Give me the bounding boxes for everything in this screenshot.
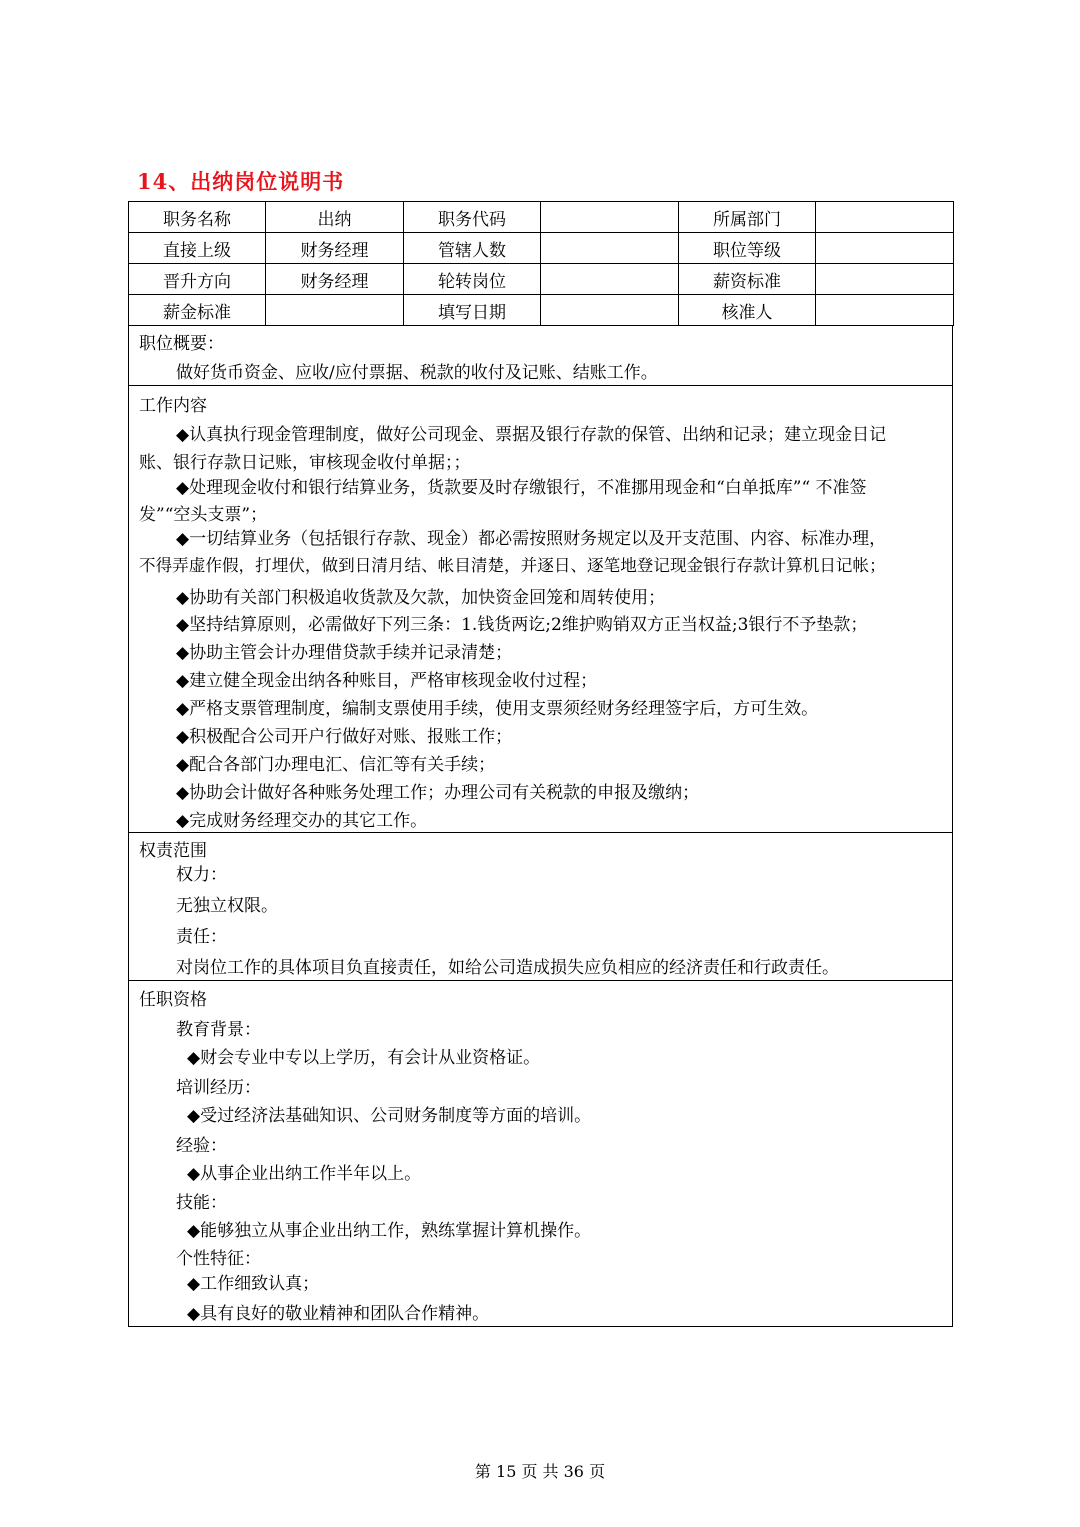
table-cell: 职务名称 bbox=[129, 202, 266, 233]
table-cell bbox=[541, 264, 679, 295]
list-item: ◆建立健全现金出纳各种账目，严格审核现金收付过程； bbox=[176, 671, 598, 691]
list-item: 发”“空头支票”； bbox=[139, 505, 268, 525]
list-item: ◆积极配合公司开户行做好对账、报账工作； bbox=[176, 727, 513, 747]
list-item: ◆一切结算业务（包括银行存款、现金）都必需按照财务规定以及开支范围、内容、标准办理， bbox=[176, 529, 887, 549]
overview-text: 做好货币资金、应收/应付票据、税款的收付及记账、结账工作。 bbox=[176, 363, 658, 383]
table-cell: 财务经理 bbox=[266, 264, 404, 295]
table-cell bbox=[541, 295, 679, 326]
table-cell: 轮转岗位 bbox=[404, 264, 541, 295]
table-cell: 薪资标准 bbox=[679, 264, 816, 295]
table-cell: 职务代码 bbox=[404, 202, 541, 233]
info-table bbox=[128, 201, 954, 326]
section-heading: 任职资格 bbox=[139, 990, 207, 1010]
table-cell bbox=[816, 264, 954, 295]
training-label: 培训经历： bbox=[176, 1078, 261, 1098]
education-text: ◆财会专业中专以上学历，有会计从业资格证。 bbox=[187, 1048, 541, 1068]
list-item: 不得弄虚作假，打埋伏，做到日清月结、帐目清楚，并逐日、逐笔地登记现金银行存款计算机日记帐； bbox=[139, 556, 886, 575]
list-item: ◆协助有关部门积极追收货款及欠款，加快资金回笼和周转使用； bbox=[176, 588, 666, 608]
work-section bbox=[128, 386, 953, 833]
table-row bbox=[129, 264, 954, 295]
list-item: ◆认真执行现金管理制度，做好公司现金、票据及银行存款的保管、出纳和记录；建立现金日记 bbox=[176, 425, 887, 445]
table-cell bbox=[816, 202, 954, 233]
power-label: 权力： bbox=[176, 865, 227, 885]
table-cell bbox=[541, 233, 679, 264]
table-cell: 出纳 bbox=[266, 202, 404, 233]
list-item: ◆协助主管会计办理借贷款手续并记录清楚； bbox=[176, 643, 513, 663]
table-cell: 晋升方向 bbox=[129, 264, 266, 295]
table-cell: 所属部门 bbox=[679, 202, 816, 233]
list-item: ◆工作细致认真； bbox=[187, 1274, 320, 1294]
list-item: ◆配合各部门办理电汇、信汇等有关手续； bbox=[176, 755, 496, 775]
authority-section bbox=[128, 833, 953, 981]
experience-label: 经验： bbox=[176, 1136, 227, 1156]
education-label: 教育背景： bbox=[176, 1020, 261, 1040]
table-row bbox=[129, 202, 954, 233]
page-footer: 第 15 页 共 36 页 bbox=[474, 1462, 606, 1481]
table-row bbox=[129, 233, 954, 264]
table-cell: 直接上级 bbox=[129, 233, 266, 264]
list-item: ◆坚持结算原则，必需做好下列三条：1.钱货两讫;2维护购销双方正当权益;3银行不予垫款； bbox=[176, 615, 868, 635]
table-cell bbox=[266, 295, 404, 326]
list-item: ◆处理现金收付和银行结算业务，货款要及时存缴银行，不准挪用现金和“白单抵库”“ 不准签 bbox=[176, 478, 867, 498]
section-heading: 职位概要： bbox=[139, 334, 224, 354]
table-cell: 薪金标准 bbox=[129, 295, 266, 326]
overview-section bbox=[128, 325, 953, 386]
experience-text: ◆从事企业出纳工作半年以上。 bbox=[187, 1164, 422, 1184]
duty-label: 责任： bbox=[176, 927, 227, 947]
list-item: ◆严格支票管理制度，编制支票使用手续，使用支票须经财务经理签字后，方可生效。 bbox=[176, 699, 819, 719]
table-cell bbox=[816, 233, 954, 264]
table-cell: 管辖人数 bbox=[404, 233, 541, 264]
list-item: ◆协助会计做好各种账务处理工作；办理公司有关税款的申报及缴纳； bbox=[176, 783, 700, 803]
power-text: 无独立权限。 bbox=[176, 896, 278, 916]
list-item: ◆具有良好的敬业精神和团队合作精神。 bbox=[187, 1304, 490, 1324]
table-cell: 职位等级 bbox=[679, 233, 816, 264]
table-cell: 财务经理 bbox=[266, 233, 404, 264]
duty-text: 对岗位工作的具体项目负直接责任，如给公司造成损失应负相应的经济责任和行政责任。 bbox=[176, 958, 839, 978]
table-cell bbox=[816, 295, 954, 326]
table-cell bbox=[541, 202, 679, 233]
table-row bbox=[129, 295, 954, 326]
document-title: 14、出纳岗位说明书 bbox=[137, 169, 345, 194]
qualification-section bbox=[128, 981, 953, 1327]
section-heading: 工作内容 bbox=[139, 396, 207, 416]
skill-text: ◆能够独立从事企业出纳工作，熟练掌握计算机操作。 bbox=[187, 1221, 592, 1241]
training-text: ◆受过经济法基础知识、公司财务制度等方面的培训。 bbox=[187, 1106, 592, 1126]
table-cell: 核准人 bbox=[679, 295, 816, 326]
table-cell: 填写日期 bbox=[404, 295, 541, 326]
section-heading: 权责范围 bbox=[139, 841, 207, 861]
personality-label: 个性特征： bbox=[176, 1249, 261, 1269]
list-item: ◆完成财务经理交办的其它工作。 bbox=[176, 811, 428, 831]
skill-label: 技能： bbox=[176, 1193, 227, 1213]
list-item: 账、银行存款日记账，审核现金收付单据；； bbox=[139, 453, 471, 473]
